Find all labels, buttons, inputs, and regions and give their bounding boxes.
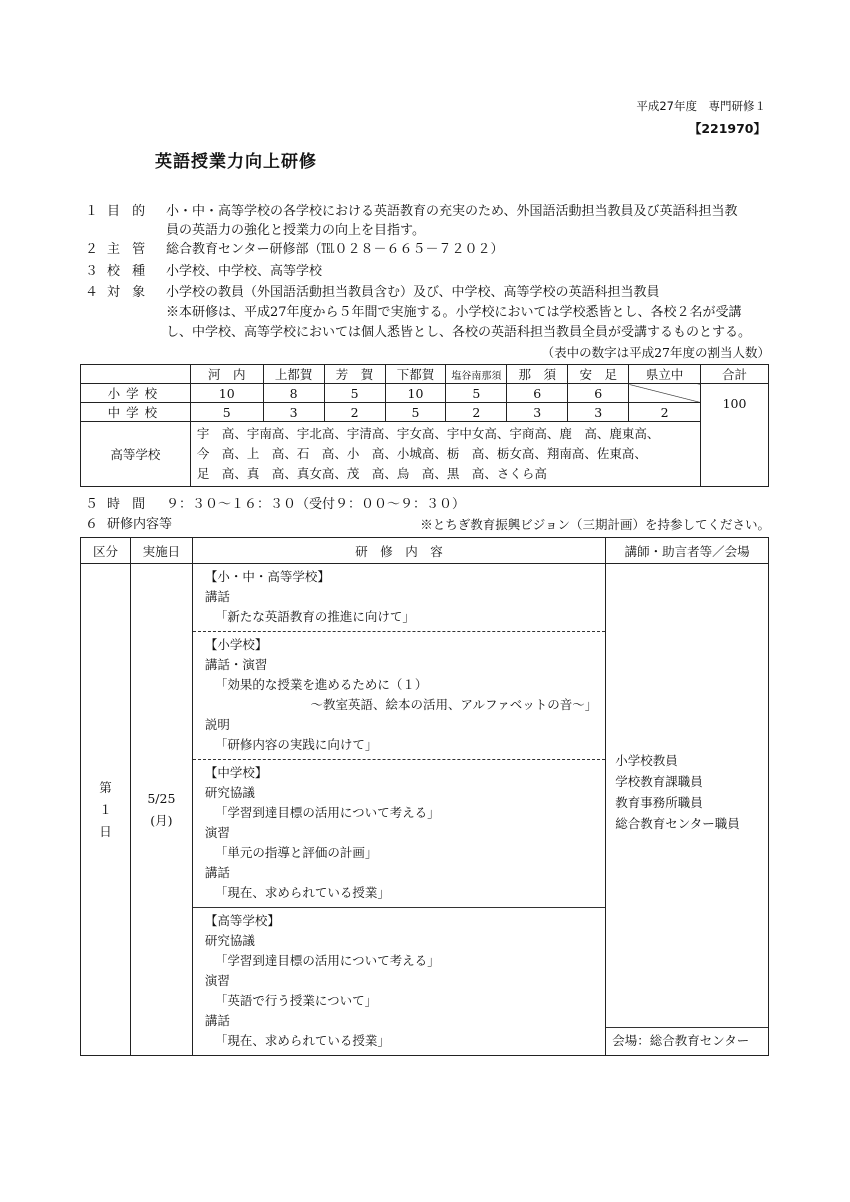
schedule-header-row <box>81 538 769 564</box>
high-school-line: 宇 高、宇南高、宇北高、宇清高、宇女高、宇中女高、宇商高、鹿 高、鹿東高、 <box>196 426 660 441</box>
value-cell: 5 <box>190 403 263 422</box>
value-cell: 3 <box>507 403 568 422</box>
day-char: 日 <box>99 823 112 839</box>
header-cell: 下都賀 <box>385 365 446 384</box>
section-target <box>85 283 167 303</box>
value-cell: 6 <box>507 384 568 403</box>
lecturer-item: 総合教育センター職員 <box>615 816 740 831</box>
high-school-list <box>190 422 700 487</box>
item: 研究協議 <box>204 933 255 948</box>
content-cell <box>192 564 605 1056</box>
allocation-header-row <box>81 365 769 384</box>
item: 説明 <box>204 717 230 732</box>
row-label: 中学校 <box>81 403 191 422</box>
header-cell: 芳 賀 <box>324 365 385 384</box>
value-cell: 3 <box>568 403 629 422</box>
header-lecturer: 講師・助言者等／会場 <box>606 538 769 564</box>
allocation-table <box>80 364 769 487</box>
block-elementary <box>193 631 605 759</box>
venue: 会場：総合教育センター <box>606 1027 768 1055</box>
header-cell: 上都賀 <box>263 365 324 384</box>
block-tag: 【小学校】 <box>204 637 268 652</box>
item: 講話・演習 <box>204 657 268 672</box>
date-cell <box>130 564 192 1056</box>
item: 「英語で行う授業について」 <box>214 993 378 1008</box>
item: 「学習到達目標の活用について考える」 <box>214 953 440 968</box>
lecturer-item: 小学校教員 <box>615 753 678 768</box>
value-cell: 5 <box>324 384 385 403</box>
header-corner <box>81 365 191 384</box>
section-key: 研修内容等 <box>107 517 173 532</box>
training-id: 【221970】 <box>688 121 766 136</box>
allocation-note: （表中の数字は平成27年度の割当人数） <box>541 345 770 360</box>
day-char: １ <box>99 801 112 817</box>
target-text: 小学校の教員（外国語活動担当教員含む）及び、中学校、高等学校の英語科担当教員 <box>166 285 660 300</box>
training-code: 平成27年度 専門研修１ <box>636 99 766 113</box>
header-cell: 塩谷南那須 <box>446 365 507 384</box>
junior-high-row <box>81 403 769 422</box>
block-tag: 【高等学校】 <box>204 913 280 928</box>
total-cell: 100 <box>701 384 769 487</box>
block-tag: 【小・中・高等学校】 <box>204 569 330 584</box>
item: 「学習到達目標の活用について考える」 <box>214 805 440 820</box>
content-note: ※とちぎ教育振興ビジョン（三期計画）を持参してください。 <box>420 517 770 532</box>
section-purpose <box>85 202 167 222</box>
section-number: １ <box>85 204 99 219</box>
section-key: 主 管 <box>107 242 150 257</box>
high-school-row <box>81 422 769 487</box>
not-applicable-cell <box>629 384 701 403</box>
item: 「効果的な授業を進めるために（１） <box>214 677 428 692</box>
lecturer-item: 学校教育課職員 <box>615 774 703 789</box>
purpose-line-2: 員の英語力の強化と授業力の向上を目指す。 <box>166 223 425 238</box>
day-1-row <box>81 564 769 1056</box>
item: 講話 <box>204 865 230 880</box>
section-key: 時 間 <box>107 497 150 512</box>
day-char: 第 <box>99 779 112 795</box>
lecturer-list <box>615 750 740 834</box>
item: ～教室英語、絵本の活用、アルファベットの音～」 <box>310 697 598 712</box>
header-kubun: 区分 <box>81 538 131 564</box>
block-all-schools <box>193 564 605 631</box>
header-cell: 県立中 <box>629 365 701 384</box>
section-number: ５ <box>85 497 99 512</box>
item: 講話 <box>204 589 230 604</box>
purpose-line-1: 小・中・高等学校の各学校における英語教育の充実のため、外国語活動担当教員及び英語科担当教 <box>166 204 738 219</box>
target-note-2: し、中学校、高等学校においては個人悉皆とし、各校の英語科担当教員全員が受講するものとする。 <box>166 325 752 340</box>
item: 研究協議 <box>204 785 255 800</box>
section-time <box>85 495 167 515</box>
section-content <box>85 515 172 535</box>
header-cell: 合計 <box>701 365 769 384</box>
section-key: 校 種 <box>107 264 150 279</box>
item: 「新たな英語教育の推進に向けて」 <box>214 609 415 624</box>
time-text: ９：３０～１６：３０（受付９：００～９：３０） <box>166 497 466 512</box>
item: 「現在、求められている授業」 <box>214 1033 390 1048</box>
section-number: ３ <box>85 264 99 279</box>
item: 演習 <box>204 973 230 988</box>
day-label <box>81 564 131 1056</box>
value-cell: 5 <box>446 384 507 403</box>
weekday-value: (月) <box>150 812 173 828</box>
value-cell: 2 <box>446 403 507 422</box>
lecturer-item: 教育事務所職員 <box>615 795 703 810</box>
value-cell: 10 <box>190 384 263 403</box>
elementary-row <box>81 384 769 403</box>
block-junior-high <box>193 759 605 907</box>
section-organizer <box>85 240 167 260</box>
date-value: 5/25 <box>147 790 176 806</box>
high-school-line: 足 高、真 高、真女高、茂 高、烏 高、黒 高、さくら高 <box>196 466 547 481</box>
value-cell: 6 <box>568 384 629 403</box>
section-key: 目 的 <box>107 204 150 219</box>
item: 演習 <box>204 825 230 840</box>
value-cell: 5 <box>385 403 446 422</box>
value-cell: 10 <box>385 384 446 403</box>
value-cell: 8 <box>263 384 324 403</box>
header-content: 研 修 内 容 <box>192 538 605 564</box>
item: 「現在、求められている授業」 <box>214 885 390 900</box>
value-cell: 2 <box>629 403 701 422</box>
schedule-table <box>80 537 769 1056</box>
section-key: 対 象 <box>107 285 150 300</box>
header-cell: 那 須 <box>507 365 568 384</box>
target-note-1: ※本研修は、平成27年度から５年間で実施する。小学校においては学校悉皆とし、各校２名が受講 <box>166 305 742 320</box>
section-number: ６ <box>85 517 99 532</box>
section-number: ４ <box>85 285 99 300</box>
page-title: 英語授業力向上研修 <box>155 152 317 172</box>
value-cell: 3 <box>263 403 324 422</box>
header-cell: 安 足 <box>568 365 629 384</box>
lecturer-cell <box>606 564 769 1056</box>
block-tag: 【中学校】 <box>204 765 268 780</box>
item: 「研修内容の実践に向けて」 <box>214 737 378 752</box>
value-cell: 2 <box>324 403 385 422</box>
section-number: ２ <box>85 242 99 257</box>
organizer-text: 総合教育センター研修部（℡０２８－６６５－７２０２） <box>166 242 504 257</box>
block-high-school <box>193 907 605 1055</box>
high-school-line: 今 高、上 高、石 高、小 高、小城高、栃 高、栃女高、翔南高、佐東高、 <box>196 446 647 461</box>
row-label: 高等学校 <box>81 422 191 487</box>
item: 講話 <box>204 1013 230 1028</box>
header-date: 実施日 <box>130 538 192 564</box>
row-label: 小学校 <box>81 384 191 403</box>
section-school-type <box>85 262 167 282</box>
school-type-text: 小学校、中学校、高等学校 <box>166 264 323 279</box>
item: 「単元の指導と評価の計画」 <box>214 845 378 860</box>
header-cell: 河 内 <box>190 365 263 384</box>
